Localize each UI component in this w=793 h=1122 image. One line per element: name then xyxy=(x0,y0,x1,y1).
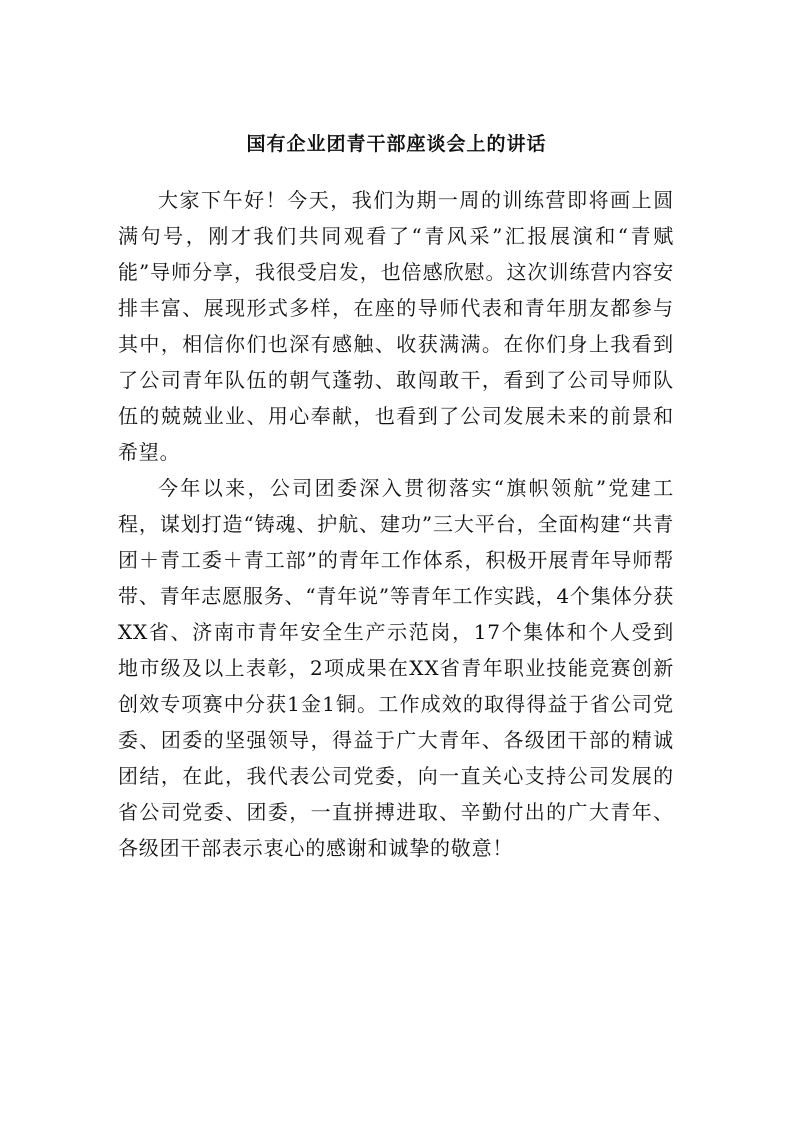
paragraph-2: 今年以来，公司团委深入贯彻落实“旗帜领航”党建工程，谋划打造“铸魂、护航、建功”三大平台，全面构建“共青团＋青工委＋青工部”的青年工作体系，积极开展青年导师帮带、青年志愿服务、“青年说”等青年工作实践，4个集体分获XX省、济南市青年安全生产示范岗，17个集体和个人受到地市级及以上表彰，2项成果在XX省青年职业技能竞赛创新创效专项赛中分获1金1铜。工作成效的取得得益于省公司党委、团委的坚强领导，得益于广大青年、各级团干部的精诚团结，在此，我代表公司党委，向一直关心支持公司发展的省公司党委、团委，一直拼搏进取、辛勤付出的广大青年、各级团干部表示衷心的感谢和诚挚的敬意！ xyxy=(118,476,674,860)
document-body xyxy=(118,182,674,866)
page-title: 国有企业团青干部座谈会上的讲话 xyxy=(246,133,547,155)
paragraph-1: 大家下午好！今天，我们为期一周的训练营即将画上圆满句号，刚才我们共同观看了“青风采”汇报展演和“青赋能”导师分享，我很受启发，也倍感欣慰。这次训练营内容安排丰富、展现形式多样，在座的导师代表和青年朋友都参与其中，相信你们也深有感触、收获满满。在你们身上我看到了公司青年队伍的朝气蓬勃、敢闯敢干，看到了公司导师队伍的兢兢业业、用心奉献，也看到了公司发展未来的前景和希望。 xyxy=(118,188,674,464)
